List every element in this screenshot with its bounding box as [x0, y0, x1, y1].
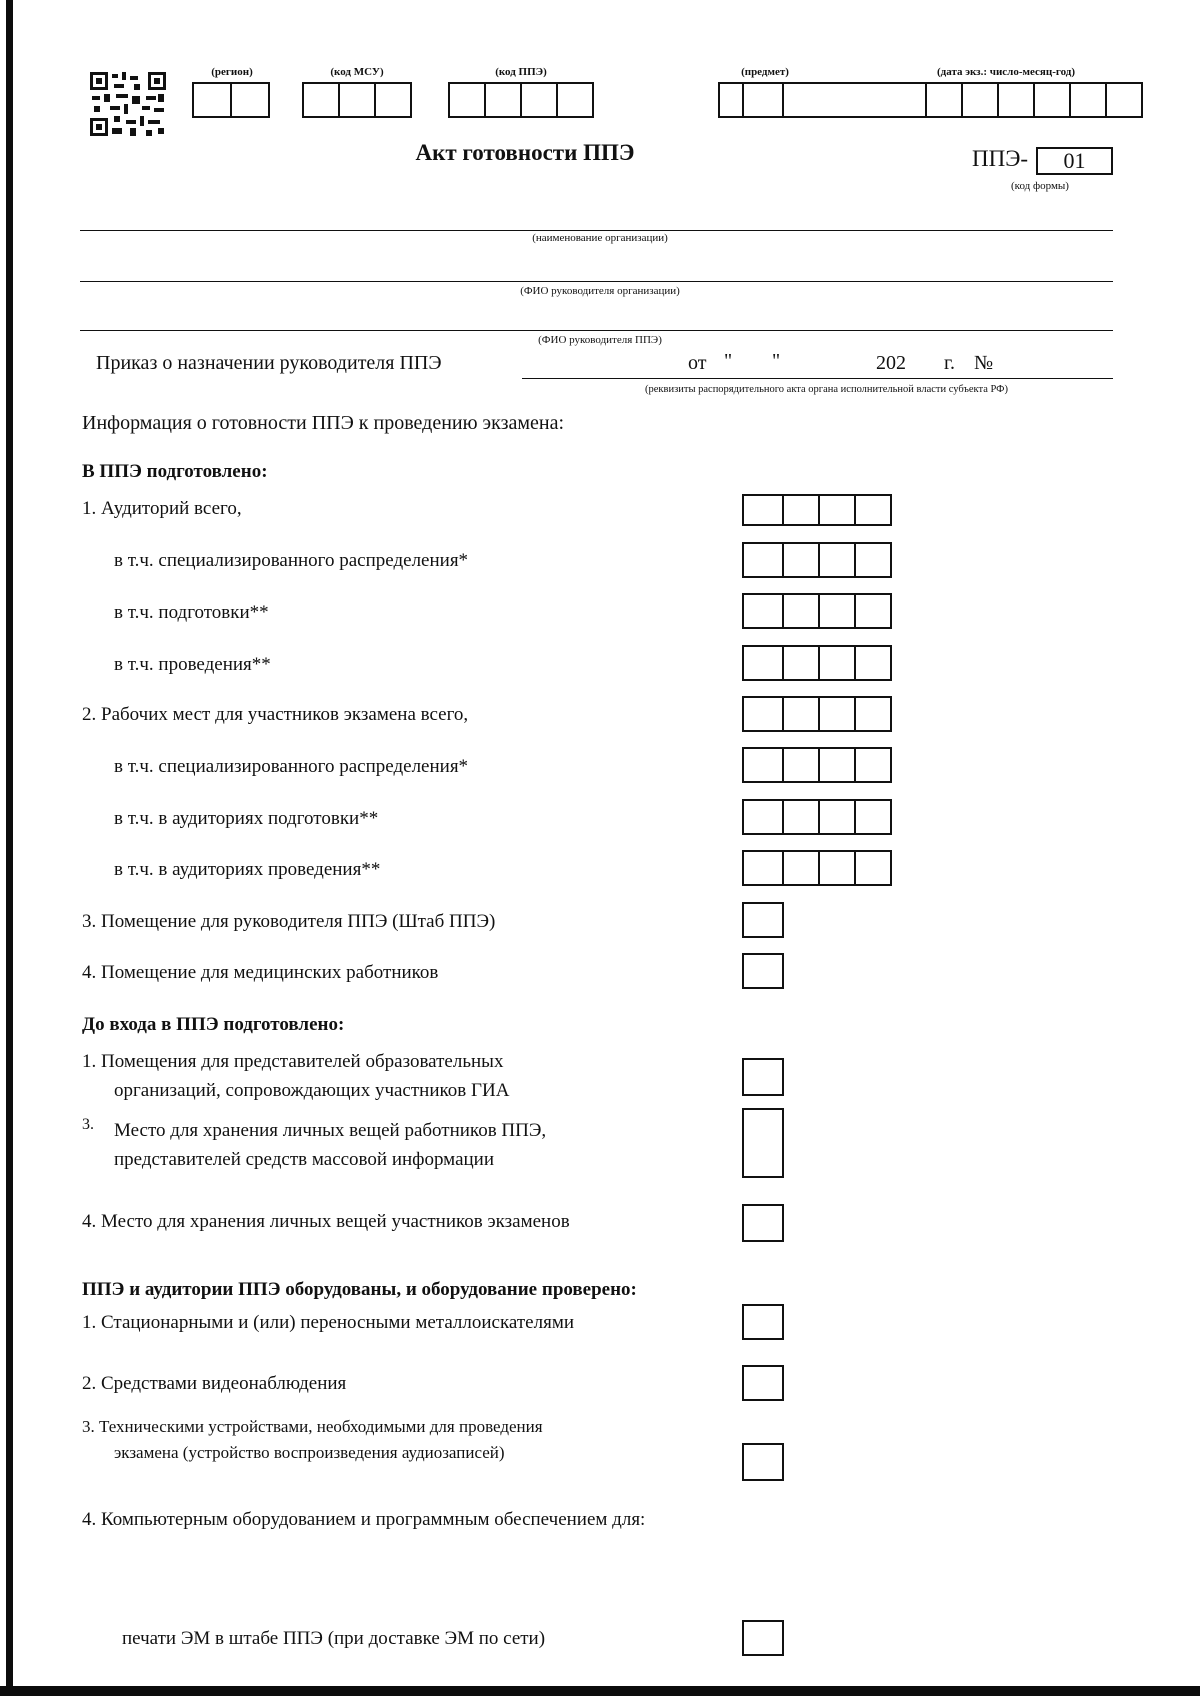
form-code-caption: (код формы) [1011, 180, 1069, 192]
order-quote-close: " [772, 350, 781, 372]
msu-cell[interactable] [302, 82, 340, 118]
section3-item: печати ЭМ в штабе ППЭ (при доставке ЭМ по сети) [122, 1628, 546, 1649]
ppe-code-cell[interactable] [556, 82, 594, 118]
digit-cell[interactable] [818, 494, 856, 526]
section1-item: 3. Помещение для руководителя ППЭ (Штаб ППЭ) [82, 911, 496, 932]
order-year: 202 [876, 352, 906, 374]
digit-cell[interactable] [854, 850, 892, 886]
section1-heading: В ППЭ подготовлено: [82, 461, 268, 482]
section3-item: 4. Компьютерным оборудованием и программным обеспечением для: [82, 1509, 646, 1530]
date-cell[interactable] [961, 82, 999, 118]
checkbox[interactable] [742, 1620, 784, 1656]
digit-cell[interactable] [854, 593, 892, 629]
section1-item: в т.ч. подготовки** [114, 602, 269, 623]
digit-cell[interactable] [818, 645, 856, 681]
digit-cell[interactable] [782, 799, 820, 835]
section3-item: 3. Техническими устройствами, необходимыми для проведения [82, 1417, 543, 1436]
checkbox[interactable] [742, 1443, 784, 1481]
digit-cell[interactable] [742, 696, 784, 732]
msu-cell[interactable] [374, 82, 412, 118]
ppe-code-caption: (код ППЭ) [495, 66, 547, 78]
digit-cell[interactable] [782, 593, 820, 629]
digit-cell[interactable] [854, 645, 892, 681]
org-name-caption: (наименование организации) [532, 232, 668, 244]
date-cell[interactable] [1069, 82, 1107, 118]
digit-cell[interactable] [742, 747, 784, 783]
section3-item: 2. Средствами видеонаблюдения [82, 1373, 347, 1394]
digit-cell[interactable] [782, 696, 820, 732]
order-quote-open: " [724, 350, 733, 372]
digit-cell[interactable] [818, 850, 856, 886]
checkbox[interactable] [742, 1108, 784, 1178]
date-cell[interactable] [997, 82, 1035, 118]
ppe-code-cell[interactable] [484, 82, 522, 118]
date-cell[interactable] [925, 82, 963, 118]
order-caption: (реквизиты распорядительного акта органа исполнительной власти субъекта РФ) [645, 384, 1008, 395]
scan-left-edge [6, 0, 13, 1696]
section1-item: 4. Помещение для медицинских работников [82, 962, 439, 983]
section2-item: 3. [82, 1116, 94, 1133]
region-cell[interactable] [230, 82, 270, 118]
checkbox[interactable] [742, 1058, 784, 1096]
subject-date-boxes[interactable] [718, 82, 1143, 118]
digit-cell[interactable] [742, 593, 784, 629]
subject-cell[interactable] [782, 82, 927, 118]
msu-cell[interactable] [338, 82, 376, 118]
section2-item: организаций, сопровождающих участников ГИА [114, 1080, 510, 1101]
digit-cell[interactable] [818, 747, 856, 783]
count-boxes[interactable] [742, 696, 892, 732]
order-number-sign: № [974, 352, 994, 374]
section1-item: в т.ч. в аудиториях проведения** [114, 859, 381, 880]
ppe-head-line[interactable] [80, 330, 1113, 331]
scan-bottom-edge [0, 1686, 1200, 1696]
section2-item: 4. Место для хранения личных вещей участников экзаменов [82, 1211, 570, 1232]
org-name-line[interactable] [80, 230, 1113, 231]
date-caption: (дата экз.: число-месяц-год) [937, 66, 1075, 78]
count-boxes[interactable] [742, 799, 892, 835]
subject-cell[interactable] [718, 82, 744, 118]
region-cell[interactable] [192, 82, 232, 118]
section3-item: экзамена (устройство воспроизведения аудиозаписей) [114, 1443, 505, 1462]
order-line[interactable] [522, 378, 1113, 379]
checkbox[interactable] [742, 902, 784, 938]
form-code-prefix: ППЭ- [972, 146, 1029, 171]
count-boxes[interactable] [742, 494, 892, 526]
section2-heading: До входа в ППЭ подготовлено: [82, 1014, 345, 1035]
order-label: Приказ о назначении руководителя ППЭ [96, 352, 442, 374]
page-title: Акт готовности ППЭ [415, 140, 635, 165]
order-from: от [688, 352, 707, 374]
qr-code-icon [90, 72, 166, 136]
ppe-code-boxes[interactable] [448, 82, 594, 118]
digit-cell[interactable] [854, 696, 892, 732]
digit-cell[interactable] [782, 850, 820, 886]
digit-cell[interactable] [854, 747, 892, 783]
section2-item: представителей средств массовой информации [114, 1149, 495, 1170]
count-boxes[interactable] [742, 747, 892, 783]
checkbox[interactable] [742, 953, 784, 989]
digit-cell[interactable] [742, 494, 784, 526]
digit-cell[interactable] [782, 645, 820, 681]
digit-cell[interactable] [818, 696, 856, 732]
section1-item: в т.ч. в аудиториях подготовки** [114, 808, 379, 829]
section1-item: 2. Рабочих мест для участников экзамена всего, [82, 704, 469, 725]
region-boxes[interactable] [192, 82, 270, 118]
region-caption: (регион) [211, 66, 253, 78]
section1-item: 1. Аудиторий всего, [82, 498, 242, 519]
org-head-line[interactable] [80, 281, 1113, 282]
section1-item: в т.ч. проведения** [114, 654, 271, 675]
digit-cell[interactable] [782, 494, 820, 526]
date-cell[interactable] [1033, 82, 1071, 118]
digit-cell[interactable] [854, 799, 892, 835]
section2-item: Место для хранения личных вещей работников ППЭ, [114, 1120, 547, 1141]
section2-item: 1. Помещения для представителей образовательных [82, 1051, 504, 1072]
org-head-caption: (ФИО руководителя организации) [520, 285, 680, 297]
digit-cell[interactable] [742, 799, 784, 835]
info-heading: Информация о готовности ППЭ к проведению экзамена: [82, 412, 565, 434]
count-boxes[interactable] [742, 850, 892, 886]
section1-item: в т.ч. специализированного распределения* [114, 550, 469, 571]
ppe-code-cell[interactable] [448, 82, 486, 118]
order-g: г. [944, 352, 955, 374]
count-boxes[interactable] [742, 542, 892, 578]
date-cell[interactable] [1105, 82, 1143, 118]
ppe-head-caption: (ФИО руководителя ППЭ) [538, 334, 662, 346]
digit-cell[interactable] [742, 645, 784, 681]
digit-cell[interactable] [818, 593, 856, 629]
digit-cell[interactable] [854, 542, 892, 578]
checkbox[interactable] [742, 1204, 784, 1242]
msu-boxes[interactable] [302, 82, 412, 118]
msu-caption: (код МСУ) [330, 66, 384, 78]
digit-cell[interactable] [782, 542, 820, 578]
digit-cell[interactable] [818, 799, 856, 835]
count-boxes[interactable] [742, 645, 892, 681]
digit-cell[interactable] [742, 542, 784, 578]
digit-cell[interactable] [742, 850, 784, 886]
digit-cell[interactable] [782, 747, 820, 783]
section3-item: 1. Стационарными и (или) переносными металлоискателями [82, 1312, 575, 1333]
form-code-box: 01 [1036, 147, 1113, 175]
checkbox[interactable] [742, 1304, 784, 1340]
count-boxes[interactable] [742, 593, 892, 629]
checkbox[interactable] [742, 1365, 784, 1401]
digit-cell[interactable] [818, 542, 856, 578]
digit-cell[interactable] [854, 494, 892, 526]
ppe-code-cell[interactable] [520, 82, 558, 118]
subject-cell[interactable] [742, 82, 784, 118]
subject-caption: (предмет) [741, 66, 789, 78]
section3-heading: ППЭ и аудитории ППЭ оборудованы, и оборудование проверено: [82, 1279, 637, 1300]
section1-item: в т.ч. специализированного распределения* [114, 756, 469, 777]
